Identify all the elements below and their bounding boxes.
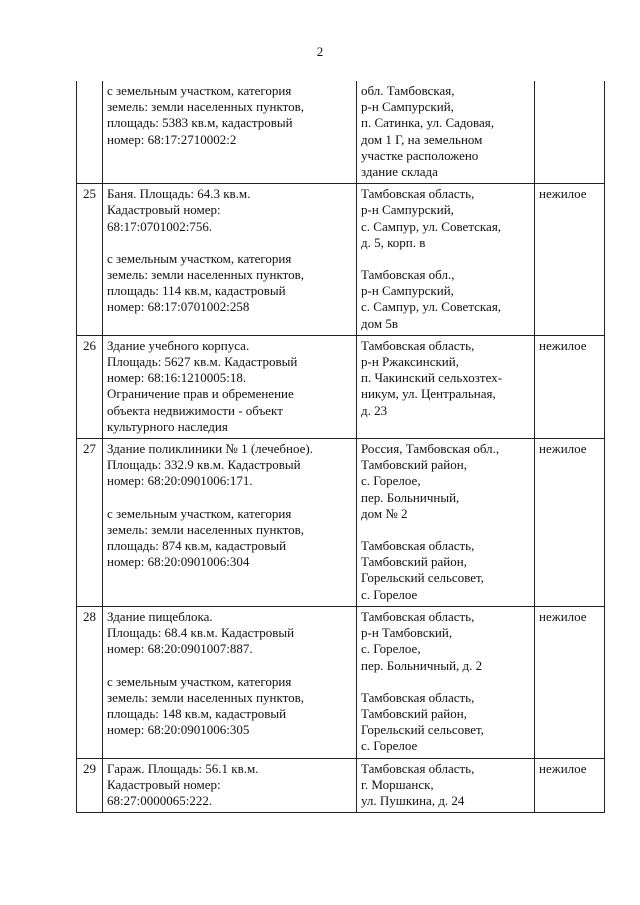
object-address: [357, 335, 535, 438]
page-number: 2: [316, 44, 324, 59]
row-number: 25: [77, 184, 103, 336]
object-address: [357, 758, 535, 813]
address-text: Тамбовская область, р-н Ржаксинский, п. Чакинский сельхозтех- никум, ул. Центральная, д. 23: [361, 337, 503, 418]
table-row: [77, 184, 605, 336]
object-type: нежилое: [535, 335, 605, 438]
land-plot-address-text: Тамбовская обл., р-н Сампурский, с. Сампур, ул. Советская, дом 5в: [361, 267, 502, 331]
table-row: [77, 758, 605, 813]
address-text: Тамбовская область, г. Моршанск, ул. Пушкина, д. 24: [361, 760, 475, 808]
object-type: нежилое: [535, 184, 605, 336]
table-row: [77, 81, 605, 184]
land-plot-text: с земельным участком, категория земель: земли населенных пунктов, площадь: 148 кв.м, кадастровый номер: 68:20:0901006:305: [107, 673, 305, 738]
object-description: [103, 606, 357, 758]
address-text: Тамбовская область, р-н Сампурский, с. Сампур, ул. Советская, д. 5, корп. в: [361, 186, 502, 250]
land-plot-address-text: Тамбовская область, Тамбовский район, Горельский сельсовет, с. Горелое: [361, 689, 484, 754]
row-number: 29: [77, 758, 103, 813]
row-number: [77, 81, 103, 184]
description-text: Здание учебного корпуса. Площадь: 5627 кв.м. Кадастровый номер: 68:16:1210005:18. Ограничение прав и обременение объекта недвижимости - объект культурного наследия: [107, 337, 298, 434]
table-row: [77, 439, 605, 607]
address-text: Тамбовская область, р-н Тамбовский, с. Горелое, пер. Больничный, д. 2: [361, 608, 483, 673]
table-row: [77, 606, 605, 758]
object-description: [103, 81, 357, 184]
row-number: 27: [77, 439, 103, 607]
land-plot-text: с земельным участком, категория земель: земли населенных пунктов, площадь: 114 кв.м, кадастровый номер: 68:17:0701002:258: [107, 250, 305, 315]
property-table-body: [77, 81, 605, 813]
description-text: Здание поликлиники № 1 (лечебное). Площадь: 332.9 кв.м. Кадастровый номер: 68:20:0901006:171.: [107, 441, 313, 489]
land-plot-address-text: Тамбовская область, Тамбовский район, Горельский сельсовет, с. Горелое: [361, 538, 484, 602]
object-type: [535, 81, 605, 184]
address-text: обл. Тамбовская, р-н Сампурский, п. Сатинка, ул. Садовая, дом 1 Г, на земельном участке расположено здание склада: [361, 83, 494, 180]
row-number: 28: [77, 606, 103, 758]
object-address: [357, 606, 535, 758]
object-type: нежилое: [535, 758, 605, 813]
object-description: [103, 184, 357, 336]
description-text: Баня. Площадь: 64.3 кв.м. Кадастровый номер: 68:17:0701002:756.: [107, 186, 251, 234]
address-text: Россия, Тамбовская обл., Тамбовский район, с. Горелое, пер. Больничный, дом № 2: [361, 441, 500, 521]
object-address: [357, 184, 535, 336]
object-description: [103, 335, 357, 438]
description-text: Гараж. Площадь: 56.1 кв.м. Кадастровый номер: 68:27:0000065:222.: [107, 760, 259, 808]
table-row: [77, 335, 605, 438]
description-text: Здание пищеблока. Площадь: 68.4 кв.м. Кадастровый номер: 68:20:0901007:887.: [107, 608, 295, 657]
object-address: [357, 439, 535, 607]
object-description: [103, 439, 357, 607]
property-table: [76, 81, 605, 813]
object-address: [357, 81, 535, 184]
description-text: с земельным участком, категория земель: земли населенных пунктов, площадь: 5383 кв.м, кадастровый номер: 68:17:2710002:2: [107, 83, 305, 147]
row-number: 26: [77, 335, 103, 438]
object-type: нежилое: [535, 606, 605, 758]
object-type: нежилое: [535, 439, 605, 607]
land-plot-text: с земельным участком, категория земель: земли населенных пунктов, площадь: 874 кв.м, кадастровый номер: 68:20:0901006:304: [107, 505, 305, 570]
object-description: [103, 758, 357, 813]
